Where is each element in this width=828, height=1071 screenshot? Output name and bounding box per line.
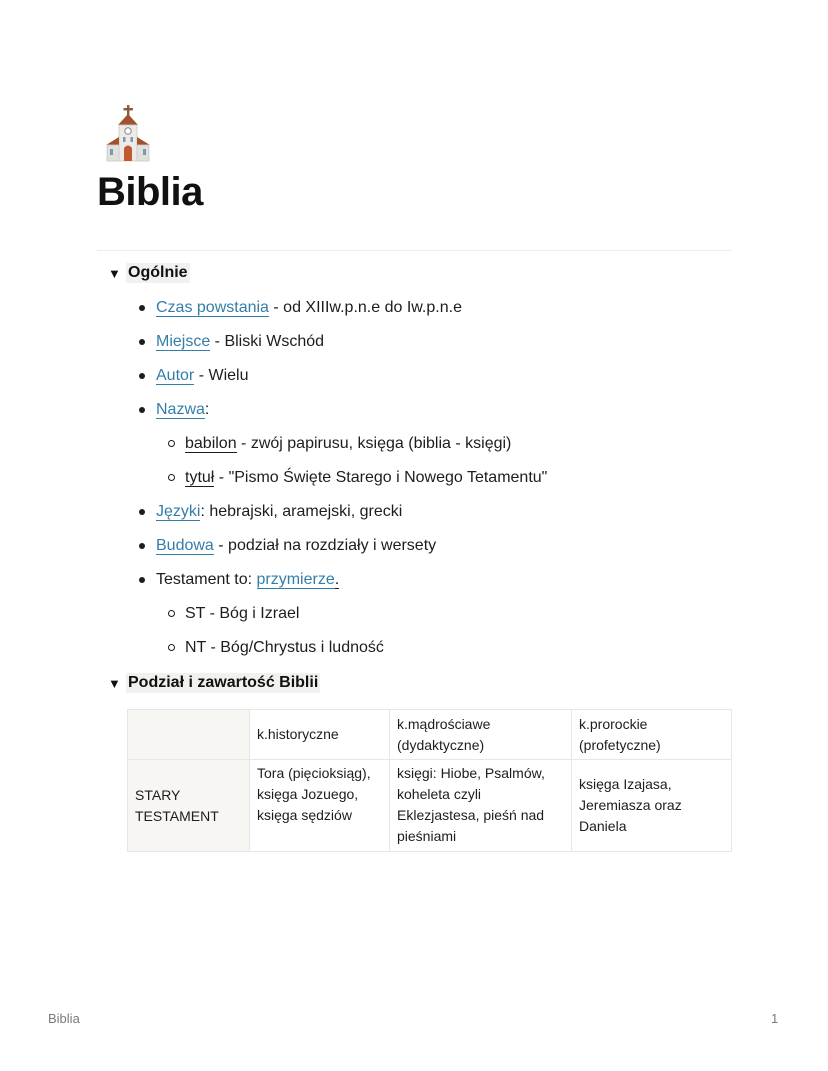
table-header-cell: k.prorockie (profetyczne)	[572, 710, 732, 760]
sub-list-item	[185, 604, 299, 624]
item-text: Testament to:	[156, 571, 257, 588]
sub-list-item	[185, 468, 547, 488]
biblia-table	[127, 709, 732, 852]
table-header-cell: k.historyczne	[250, 710, 390, 760]
item-text: - podział na rozdziały i wersety	[213, 537, 437, 554]
toggle-ogolnie[interactable]	[108, 263, 190, 283]
item-text: ST - Bóg i Izrael	[185, 605, 300, 622]
bullet-icon	[139, 577, 145, 583]
item-text: NT - Bóg/Chrystus i ludność	[185, 639, 384, 656]
toggle-podzial[interactable]	[108, 673, 320, 693]
table-header-row	[128, 710, 732, 760]
item-text: - "Pismo Święte Starego i Nowego Tetamentu"	[214, 469, 548, 486]
table-header-cell: k.mądrościawe (dydaktyczne)	[390, 710, 572, 760]
list-item	[156, 536, 436, 556]
bullet-icon	[139, 509, 145, 515]
link-autor[interactable]: Autor	[156, 367, 195, 384]
item-suffix: .	[334, 571, 340, 588]
toggle-triangle-icon[interactable]: ▼	[108, 265, 121, 281]
sub-list-item	[185, 434, 511, 454]
link-budowa[interactable]: Budowa	[156, 537, 214, 554]
page-title: Biblia	[97, 170, 203, 214]
table-cell: księgi: Hiobe, Psalmów, koheleta czyli Eklezjastesa, pieśń nad pieśniami	[390, 760, 572, 852]
list-item	[156, 400, 209, 420]
item-text: - od XIIIw.p.n.e do Iw.p.n.e	[268, 299, 462, 316]
page-number: 1	[771, 1011, 779, 1026]
bullet-icon	[139, 543, 145, 549]
title-divider	[97, 250, 732, 251]
sub-bullet-icon	[168, 644, 175, 651]
item-text: - Wielu	[194, 367, 249, 384]
footer-title: Biblia	[48, 1011, 80, 1026]
link-jezyki[interactable]: Języki	[156, 503, 201, 520]
toggle-heading: Podział i zawartość Biblii	[128, 674, 319, 691]
link-przymierze[interactable]: przymierze	[256, 571, 335, 588]
table-header-cell	[128, 710, 250, 760]
table-cell: księga Izajasa, Jeremiasza oraz Daniela	[572, 760, 732, 852]
list-item	[156, 298, 462, 318]
table-cell: Tora (pięcioksiąg), księga Jozuego, księga sędziów	[250, 760, 390, 852]
bullet-icon	[139, 339, 145, 345]
term-babilon: babilon	[185, 435, 237, 452]
church-icon	[103, 103, 153, 163]
item-text: :	[204, 401, 210, 418]
list-item	[156, 570, 339, 590]
toggle-heading: Ogólnie	[128, 264, 188, 281]
sub-bullet-icon	[168, 474, 175, 481]
link-miejsce[interactable]: Miejsce	[156, 333, 211, 350]
bullet-icon	[139, 373, 145, 379]
sub-list-item	[185, 638, 384, 658]
item-text: - Bliski Wschód	[210, 333, 325, 350]
link-czas-powstania[interactable]: Czas powstania	[156, 299, 269, 316]
term-tytul: tytuł	[185, 469, 215, 486]
table-row-header: STARY TESTAMENT	[128, 760, 250, 852]
table-row	[128, 760, 732, 852]
toggle-triangle-icon[interactable]: ▼	[108, 675, 121, 691]
item-text: - zwój papirusu, księga (biblia - księgi)	[236, 435, 512, 452]
sub-bullet-icon	[168, 610, 175, 617]
sub-bullet-icon	[168, 440, 175, 447]
bullet-icon	[139, 305, 145, 311]
bullet-icon	[139, 407, 145, 413]
list-item	[156, 332, 324, 352]
link-nazwa[interactable]: Nazwa	[156, 401, 205, 418]
item-text: : hebrajski, aramejski, grecki	[200, 503, 403, 520]
list-item	[156, 502, 402, 522]
list-item	[156, 366, 248, 386]
